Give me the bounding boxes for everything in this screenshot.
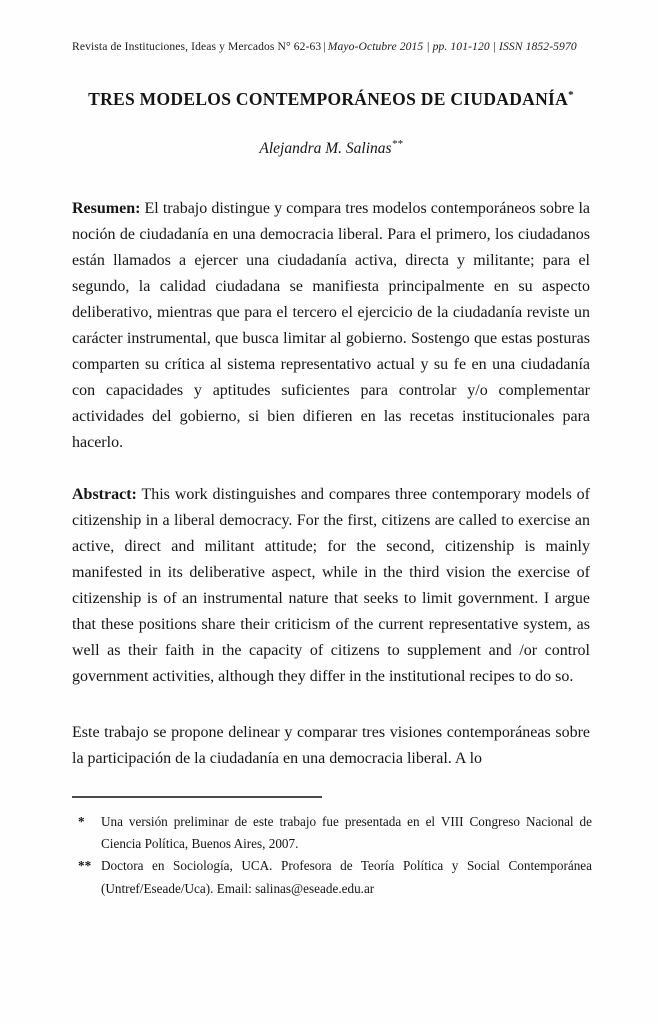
author-byline	[72, 137, 590, 158]
journal-header	[72, 40, 590, 53]
author-footnote-marker: **	[391, 137, 403, 150]
title-footnote-marker: *	[568, 89, 574, 102]
footnotes-section	[72, 796, 592, 900]
page-title	[72, 89, 590, 110]
journal-name: Revista de Instituciones, Ideas y Mercados N° 62-63	[72, 40, 322, 53]
journal-issue-info: Mayo-Octubre 2015 | pp. 101-120 | ISSN 1852-5970	[327, 40, 577, 53]
footnote-marker: *	[78, 814, 85, 829]
footnote-item	[72, 811, 592, 855]
footnote-divider	[72, 796, 322, 798]
body-paragraph: Este trabajo se propone delinear y comparar tres visiones contemporáneas sobre la participación de la ciudadanía en una democracia liberal. A lo	[72, 724, 590, 767]
resumen-paragraph	[72, 196, 590, 456]
page-title-text: TRES MODELOS CONTEMPORÁNEOS DE CIUDADANÍA	[88, 89, 569, 109]
footnote-text: Una versión preliminar de este trabajo fue presentada en el VIII Congreso Nacional de Ciencia Política, Buenos Aires, 2007.	[101, 814, 592, 852]
footnote-text: Doctora en Sociología, UCA. Profesora de Teoría Política y Social Contemporánea (Untref/Eseade/Uca). Email: salinas@eseade.edu.ar	[101, 858, 592, 896]
footnote-item	[72, 855, 592, 899]
abstract-text: This work distinguishes and compares three contemporary models of citizenship in a liberal democracy. For the first, citizens are called to exercise an active, direct and militant attitude; for the second, citizenship is mainly manifested in its deliberative aspect, while in the third vision the exercise of citizenship is of an instrumental nature that seeks to limit government. I argue that these positions share their criticism of the current representative system, as well as their faith in the capacity of citizens to supplement and /or control government activities, although they differ in the institutional recipes to do so.	[72, 486, 590, 685]
header-separator: |	[323, 40, 326, 53]
resumen-label: Resumen:	[72, 200, 141, 217]
resumen-text: El trabajo distingue y compara tres modelos contemporáneos sobre la noción de ciudadanía en una democracia liberal. Para el primero, los ciudadanos están llamados a ejercer una ciudadanía activa, directa y militante; para el segundo, la calidad ciudadana se manifiesta principalmente en su aspecto deliberativo, mientras que para el tercero el ejercicio de la ciudadanía reviste un carácter instrumental, que busca limitar al gobierno. Sostengo que estas posturas comparten su crítica al sistema representativo actual y su fe en una ciudadanía con capacidades y aptitudes suficientes para controlar y/o complementar actividades del gobierno, si bien difieren en las recetas institucionales para hacerlo.	[72, 200, 591, 451]
abstract-label: Abstract:	[72, 486, 137, 503]
footnote-marker: **	[78, 858, 92, 874]
author-name: Alejandra M. Salinas	[259, 140, 392, 157]
abstract-paragraph	[72, 482, 590, 690]
